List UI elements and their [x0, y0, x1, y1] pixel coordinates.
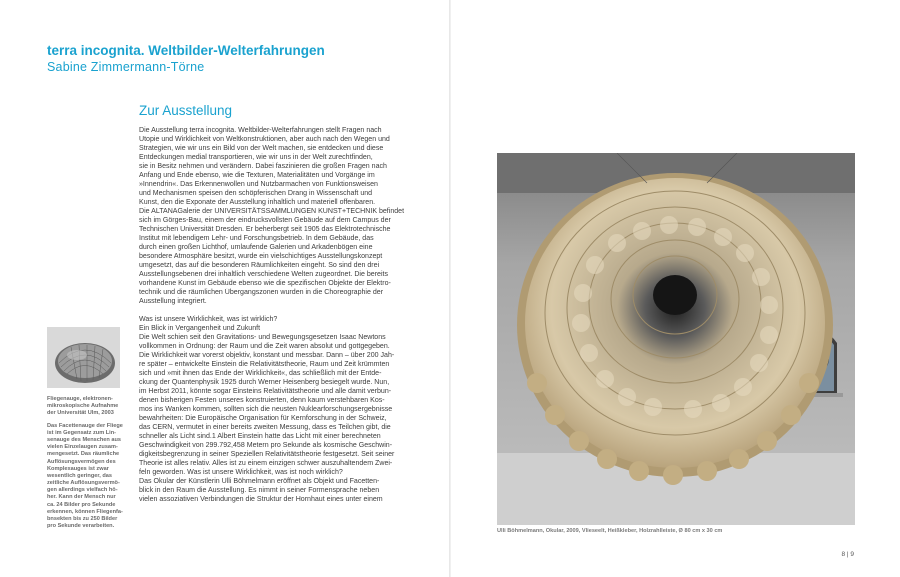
sidebar-text-line: mengesetzt. Das räumliche [47, 451, 120, 458]
body-line: das CERN, vermutet in einer bereits zweiten Messung, dass es Teilchen gibt, die [139, 424, 391, 431]
body-line: sich und »mit ihnen das Ende der Wirklichkeit«, das schließlich mit der Entde- [139, 370, 382, 377]
body-line: umgesetzt, das auf die besonderen Räumlichkeiten eingeht. So sind den drei [139, 262, 380, 269]
body-line: Technischen Universität Dresden. Er beherbergt seit 1905 das Elektrotechnische [139, 226, 391, 233]
body-line: Die ALTANAGalerie der UNIVERSITÄTSSAMMLUNGEN KUNST+TECHNIK befindet [139, 208, 405, 215]
body-line: digkeitsbegrenzung in seiner Speziellen Relativitätstheorie festgesetzt. Seit seiner [139, 451, 395, 458]
body-line: vorhandene Kunst im Gebäude ebenso wie die spezifischen Objekte der Elektro- [139, 280, 391, 287]
page-number: 8 | 9 [841, 551, 854, 558]
body-line: vollkommen in Ordnung: der Raum und die Zeit waren absolut und gottgegeben. [139, 343, 390, 350]
sidebar-caption-line: der Universität Ulm, 2003 [47, 410, 114, 417]
sidebar-caption-line: Fliegenauge, elektronen- [47, 396, 113, 402]
chapter-author: Sabine Zimmermann-Törne [47, 60, 205, 74]
artwork-photo [497, 153, 855, 525]
body-line: Geschwindigkeit von 299.792,458 Metern pro Sekunde als kosmische Geschwin- [139, 442, 393, 449]
chapter-title: terra incognita. Weltbilder-Welterfahrungen [47, 43, 325, 58]
body-line: Theorie ist alles relativ. Alles ist zu einem einzigen schwer auszuhaltendem Zwei- [139, 460, 393, 467]
body-line: blick in den Raum die Ausstellung. Es nimmt in seiner Formensprache neben [139, 487, 380, 494]
body-line: und Mechanismen speisen den schöpferischen Drang in Wissenschaft und [139, 190, 373, 197]
body-line: sie in Besitz nehmen und verändern. Dabei faszinieren die großen Fragen nach [139, 163, 387, 170]
body-line: besondere Atmosphäre besitzt, wurde ein vielschichtiges Ausstellungskonzept [139, 253, 383, 260]
body-text [139, 126, 411, 504]
fly-eye-photo [47, 327, 120, 388]
body-line: Ausstellung integriert. [139, 298, 207, 305]
body-line: Ausstellungsebenen drei inhaltlich verschiedene Welten zugeordnet. Die bereits [139, 271, 389, 278]
sidebar-text-line: ca. 24 Bilder pro Sekunde [47, 501, 116, 508]
sidebar-text-line: erkennen, können Fliegenfa- [47, 508, 123, 515]
okular-artwork-illustration [497, 153, 855, 525]
sidebar-text-line: bnsekten bis zu 250 Bilder [47, 516, 118, 522]
page-gutter [449, 0, 451, 577]
body-line: vielen assoziativen Verbindungen die Struktur der Hornhaut eines unter einem [139, 496, 383, 503]
body-line: Ein Blick in Vergangenheit und Zukunft [139, 325, 261, 332]
body-line: Institut mit lebendigem Lehr- und Forschungsbetrieb. In dem Gebäude, das [139, 235, 374, 242]
sidebar-text-line: ist im Gegensatz zum Lin- [47, 429, 116, 436]
body-line: Das Okular der Künstlerin Ulli Böhmelmann eröffnet als Objekt und Facetten- [139, 478, 380, 485]
body-line: Strategien, wie wir uns ein Bild von der Welt machen, sie entdecken und diese [139, 145, 384, 152]
body-line: ckung der Quantenphysik 1925 durch Werner Heisenberg besiegelt wurde. Nun, [139, 379, 390, 386]
sidebar-text-line: vielen Einzelaugen zusam- [47, 444, 118, 451]
sidebar-text-line: Das Facettenauge der Fliege [47, 422, 123, 429]
sidebar-text-line: zeitliche Auflösungsvermö- [47, 480, 120, 487]
photo-caption: Ulli Böhmelmann, Okular, 2009, Vlieseelt, Heißkleber, Holzrahlleiste, Ø 80 cm x 30 cm [497, 528, 723, 534]
body-line: »Innendrin«. Das Erkennenwollen und Nutzbarmachen von Funktionsweisen [139, 181, 378, 188]
body-line: Die Wirklichkeit war vorerst objektiv, konstant und messbar. Dann – über 200 Jah- [139, 352, 395, 359]
body-line: im Herbst 2011, könnte sogar Einsteins Relativitätstheorie und alle damit verbun- [139, 388, 392, 395]
body-line: durch einen großen Lichthof, umlaufende Galerien und Arkadenbögen eine [139, 244, 373, 251]
sidebar-text-line: Komplexauges ist zwar [47, 465, 109, 472]
body-line: Anfang und Ende ebenso, wie die Texturen, Materialitäten und Vorgänge im [139, 172, 375, 179]
body-line: Utopie und Wirklichkeit von Weltkonstruktionen, aber auch nach den Wegen und [139, 136, 390, 143]
body-line: sich im Görges-Bau, einem der eindrucksvollsten Gebäude auf dem Campus der [139, 217, 391, 224]
body-line: schneller als Licht sind.1 Albert Einstein hatte das Licht mit einer berechneten [139, 433, 381, 440]
body-line: Was ist unsere Wirklichkeit, was ist wirklich? [139, 316, 278, 323]
sidebar-text-line: gen allerdings vielfach hö- [47, 487, 118, 494]
sidebar-text-line: wesentlich geringer, das [47, 472, 112, 479]
sidebar-caption-line: mikroskopische Aufnahme [47, 403, 119, 410]
body-line: technik und die räumlichen Übergangszonen wurden in die Choreographie der [139, 289, 384, 296]
sidebar-text-line: pro Sekunde verarbeiten. [47, 523, 115, 530]
body-line: Die Welt schien seit den Gravitations- und Bewegungsgesetzen Isaac Newtons [139, 334, 386, 341]
body-line: bewahrheiten: Die Europäische Organisation für Kernforschung in der Schweiz, [139, 415, 387, 422]
body-line [139, 306, 411, 315]
body-line: Die Ausstellung terra incognita. Weltbilder-Welterfahrungen stellt Fragen nach [139, 127, 382, 134]
sidebar-text-line: senauge des Menschen aus [47, 436, 121, 443]
section-heading: Zur Ausstellung [139, 103, 233, 118]
body-line: feln geworden. Was ist unsere Wirklichkeit, was ist noch wirklich? [139, 469, 343, 476]
sidebar-note [47, 396, 123, 530]
body-line: Entdeckungen medial transportieren, wie wir uns in der Welt zurechtfinden, [139, 154, 373, 161]
body-line: re später – entwickelte Einstein die Relativitätstheorie, Raum und Zeit krümmten [139, 361, 390, 368]
sidebar-text-line: Auflösungsvermögen des [47, 458, 116, 465]
chapter-header [47, 42, 325, 75]
body-line: Kunst, den die Exponate der Ausstellung inhaltlich und materiell offenbaren. [139, 199, 376, 206]
body-line: denen bisherigen Festen unseres konstruierten, denn kaum verstehbaren Kos- [139, 397, 385, 404]
fly-eye-illustration [47, 327, 120, 388]
body-line: mos ins Wanken kommen, sollten sich die neusten Nuklearforschungsergebnisse [139, 406, 393, 413]
sidebar-text-line: her. Kann der Mensch nur [47, 494, 116, 501]
